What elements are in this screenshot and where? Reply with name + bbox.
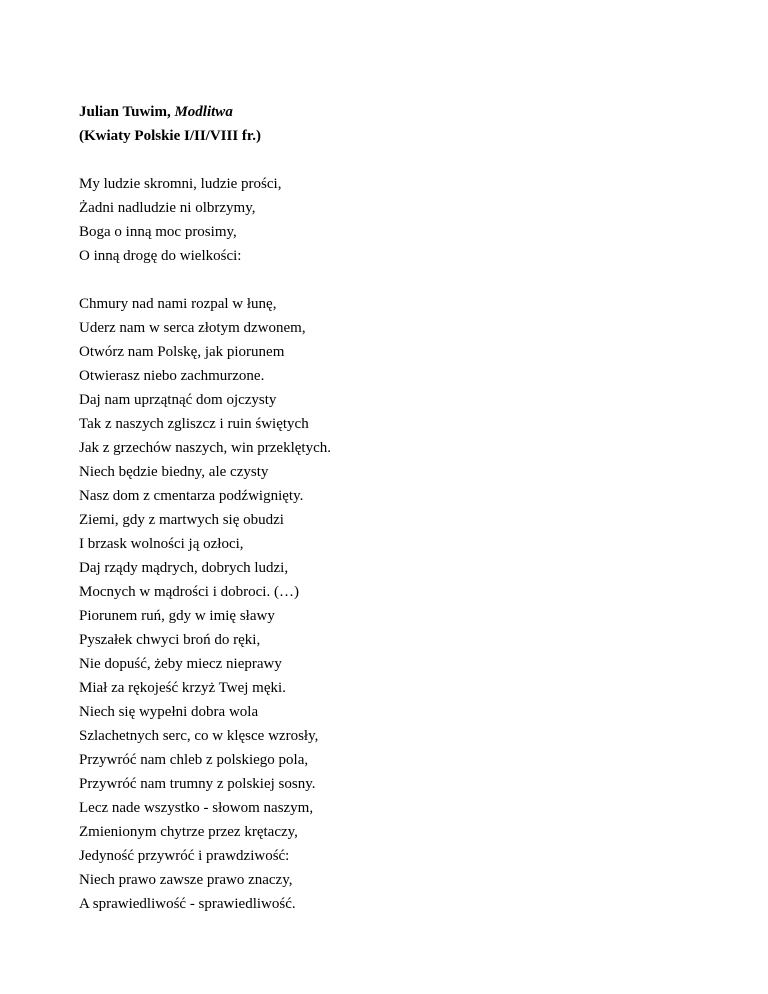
verse-line: Pyszałek chwyci broń do ręki, — [79, 632, 261, 648]
verse-line: Jak z grzechów naszych, win przeklętych. — [79, 440, 331, 456]
verse-line: Przywróć nam chleb z polskiego pola, — [79, 752, 309, 768]
verse-line: Otwierasz niebo zachmurzone. — [79, 368, 265, 384]
verse-line: Jedyność przywróć i prawdziwość: — [79, 848, 290, 864]
verse-line: Chmury nad nami rozpal w łunę, — [79, 296, 277, 312]
stanza-gap — [79, 148, 699, 172]
verse-line: Piorunem ruń, gdy w imię sławy — [79, 608, 275, 624]
verse-line: I brzask wolności ją ozłoci, — [79, 536, 244, 552]
verse-line: Boga o inną moc prosimy, — [79, 224, 237, 240]
verse-line: Ziemi, gdy z martwych się obudzi — [79, 512, 284, 528]
source-line: (Kwiaty Polskie I/II/VIII fr.) — [79, 128, 261, 144]
stanza-gap — [79, 268, 699, 292]
verse-line: A sprawiedliwość - sprawiedliwość. — [79, 896, 296, 912]
verse-line: Tak z naszych zgliszcz i ruin świętych — [79, 416, 309, 432]
title-line — [79, 100, 699, 124]
verse-line: Daj nam uprzątnąć dom ojczysty — [79, 392, 277, 408]
verse-line: Daj rządy mądrych, dobrych ludzi, — [79, 560, 289, 576]
verse-line: Lecz nade wszystko - słowom naszym, — [79, 800, 314, 816]
author-name: Julian Tuwim, — [79, 104, 171, 120]
document-page — [79, 100, 699, 916]
verse-line: Żadni nadludzie ni olbrzymy, — [79, 200, 256, 216]
verse-line: My ludzie skromni, ludzie prości, — [79, 176, 282, 192]
verse-line: Niech będzie biedny, ale czysty — [79, 464, 269, 480]
verse-line: Nasz dom z cmentarza podźwignięty. — [79, 488, 304, 504]
verse-line: Nie dopuść, żeby miecz nieprawy — [79, 656, 282, 672]
verse-line: Uderz nam w serca złotym dzwonem, — [79, 320, 306, 336]
poem-title: Modlitwa — [174, 104, 233, 120]
verse-line: Zmienionym chytrze przez krętaczy, — [79, 824, 298, 840]
verse-line: Przywróć nam trumny z polskiej sosny. — [79, 776, 316, 792]
verse-line: Miał za rękojeść krzyż Twej męki. — [79, 680, 286, 696]
verse-line: O inną drogę do wielkości: — [79, 248, 242, 264]
verse-line: Niech się wypełni dobra wola — [79, 704, 259, 720]
verse-line: Mocnych w mądrości i dobroci. (…) — [79, 584, 299, 600]
verse-line: Szlachetnych serc, co w klęsce wzrosły, — [79, 728, 319, 744]
verse-line: Niech prawo zawsze prawo znaczy, — [79, 872, 293, 888]
stanza-2 — [79, 292, 699, 916]
verse-line: Otwórz nam Polskę, jak piorunem — [79, 344, 285, 360]
stanza-1 — [79, 172, 699, 268]
